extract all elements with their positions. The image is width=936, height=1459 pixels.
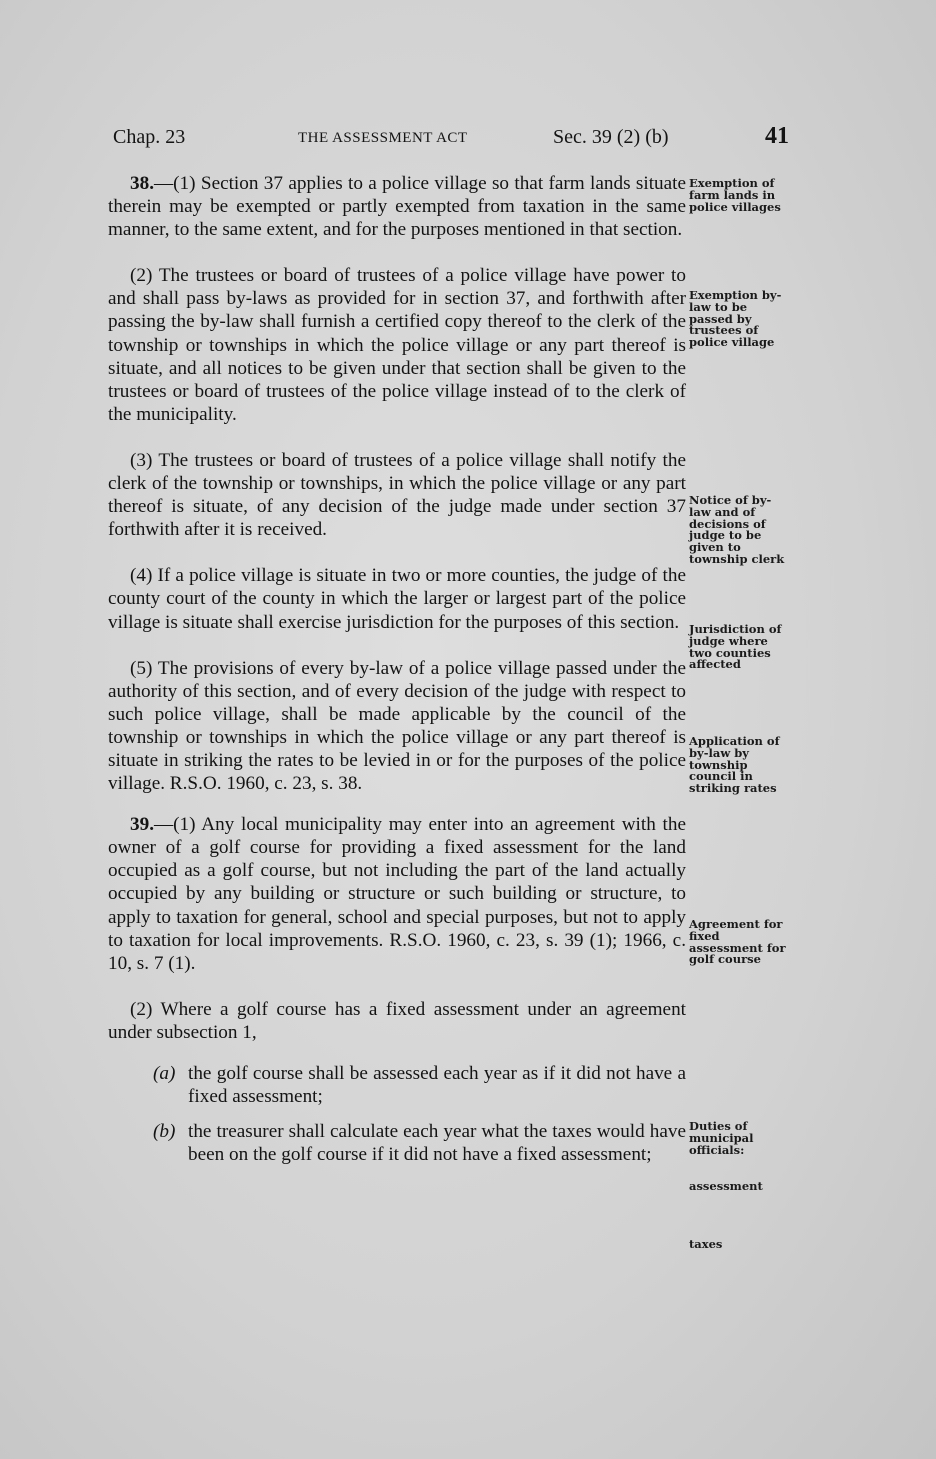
running-header — [113, 123, 793, 156]
clause-a — [108, 1062, 686, 1108]
margin-note: Agreement for fixed assessment for golf course — [689, 917, 786, 967]
page-number: 41 — [765, 123, 789, 149]
clause-label: (b) — [153, 1121, 176, 1143]
margin-note: assessment — [689, 1179, 763, 1193]
clause-b — [108, 1120, 686, 1166]
margin-note: Duties of municipal officials: — [689, 1119, 754, 1157]
section-number: 38. — [130, 173, 154, 194]
paragraph-text: —(1) Any local municipality may enter into an agreement with the owner of a golf course for providing a fixed assessment for the land occupied as a golf course, but not including the part of the land actually occupied by any building or structure or such building or structure, to apply to taxation for general, school and special purposes, but not to apply to taxation for local improvements. R.S.O. 1960, c. 23, s. 39 (1); 1966, c. 10, s. 7 (1). — [108, 814, 686, 974]
margin-note: Application of by-law by township council in striking rates — [689, 734, 780, 796]
section-38-subsection-2: (2) The trustees or board of trustees of a police village have power to and shall pass by-laws as provided for in section 37, and forthwith after passing the by-law shall furnish a certified copy thereof to the clerk of the township or townships in which the police village or any part thereof is situate, and all notices to be given under that section shall be given to the trustees or board of trustees of the police village instead of to the clerk of the municipality. — [108, 265, 686, 425]
chapter-label: Chap. 23 — [113, 126, 186, 148]
section-38-subsection-5: (5) The provisions of every by-law of a police village passed under the authority of this section, and of every decision of the judge with respect to such police village, shall be made applicable by the council of the township or townships in which the police village or any part thereof is situate in striking the rates to be levied in or for the purposes of the police village. R.S.O. 1960, c. 23, s. 38. — [108, 657, 686, 795]
clause-label: (a) — [153, 1063, 176, 1084]
section-38-subsection-4: (4) If a police village is situate in two or more counties, the judge of the county court of the county in which the larger or largest part of the police village is situate shall exercise jurisdiction for the purposes of this section. — [108, 565, 686, 633]
paragraph-text: —(1) Section 37 applies to a police village so that farm lands situate therein may be exempted or partly exempted from taxation in the same manner, to the same extent, and for the purposes mentioned in that section. — [108, 173, 686, 241]
section-39-subsection-1 — [108, 813, 686, 975]
act-title: THE ASSESSMENT ACT — [298, 130, 468, 146]
clause-text: the treasurer shall calculate each year what the taxes would have been on the golf course if it did not have a fixed assessment; — [188, 1121, 686, 1166]
margin-note: taxes — [689, 1237, 723, 1251]
margin-note: Exemption of farm lands in police villages — [689, 176, 781, 214]
section-39-subsection-2: (2) Where a golf course has a fixed assessment under an agreement under subsection 1, — [108, 998, 686, 1043]
section-number: 39. — [130, 814, 154, 836]
section-38-subsection-1 — [108, 172, 686, 241]
section-reference: Sec. 39 (2) (b) — [553, 126, 669, 148]
section-38-subsection-3: (3) The trustees or board of trustees of a police village shall notify the clerk of the township or townships, in which the police village or any part thereof is situate, of any decision of the judge made under section 37 forthwith after it is received. — [108, 449, 686, 541]
margin-note: Notice of by-law and of decisions of judge to be given to township clerk — [689, 493, 785, 566]
body-text — [108, 172, 686, 1178]
margin-note: Exemption by-law to be passed by trustees of police village — [689, 288, 782, 350]
margin-note: Jurisdiction of judge where two counties affected — [689, 622, 782, 672]
clause-text: the golf course shall be assessed each year as if it did not have a fixed assessment; — [188, 1063, 686, 1108]
